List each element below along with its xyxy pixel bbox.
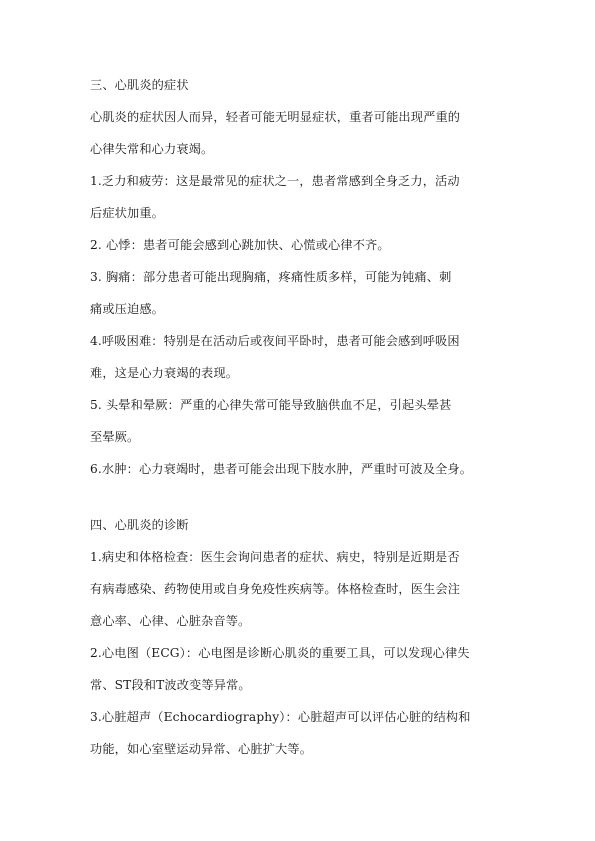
paragraph-line: 2.心电图（ECG）：心电图是诊断心肌炎的重要工具，可以发现心律失 (90, 646, 470, 660)
paragraph-line: 意心率、心律、心脏杂音等。 (90, 614, 251, 628)
paragraph-line: 后症状加重。 (90, 206, 165, 220)
paragraph-line: 痛或压迫感。 (90, 302, 165, 316)
paragraph-line: 1.病史和体格检查：医生会询问患者的症状、病史，特别是近期是否 (90, 550, 460, 564)
paragraph-line: 常、ST段和T波改变等异常。 (90, 678, 251, 692)
section-heading: 四、心肌炎的诊断 (90, 518, 189, 532)
paragraph-line: 1.乏力和疲劳：这是最常见的症状之一，患者常感到全身乏力，活动 (90, 174, 460, 188)
paragraph-line: 5. 头晕和晕厥：严重的心律失常可能导致脑供血不足，引起头晕甚 (90, 398, 452, 412)
section-heading: 三、心肌炎的症状 (90, 78, 189, 92)
paragraph-line: 有病毒感染、药物使用或自身免疫性疾病等。体格检查时，医生会注 (90, 582, 461, 596)
paragraph-line: 4.呼吸困难：特别是在活动后或夜间平卧时，患者可能会感到呼吸困 (90, 334, 460, 348)
paragraph-line: 功能，如心室壁运动异常、心脏扩大等。 (90, 742, 313, 756)
paragraph-line: 3. 胸痛：部分患者可能出现胸痛，疼痛性质多样，可能为钝痛、刺 (90, 270, 452, 284)
paragraph-line: 心肌炎的症状因人而异，轻者可能无明显症状，重者可能出现严重的 (90, 110, 461, 124)
paragraph-line: 心律失常和心力衰竭。 (90, 142, 214, 156)
paragraph-line: 难，这是心力衰竭的表现。 (90, 366, 239, 380)
paragraph-line: 至晕厥。 (90, 430, 140, 444)
paragraph-line: 6.水肿：心力衰竭时，患者可能会出现下肢水肿，严重时可波及全身。 (90, 462, 473, 476)
paragraph-line: 3.心脏超声（Echocardiography）：心脏超声可以评估心脏的结构和 (90, 710, 471, 724)
paragraph-line: 2. 心悸：患者可能会感到心跳加快、心慌或心律不齐。 (90, 238, 390, 252)
